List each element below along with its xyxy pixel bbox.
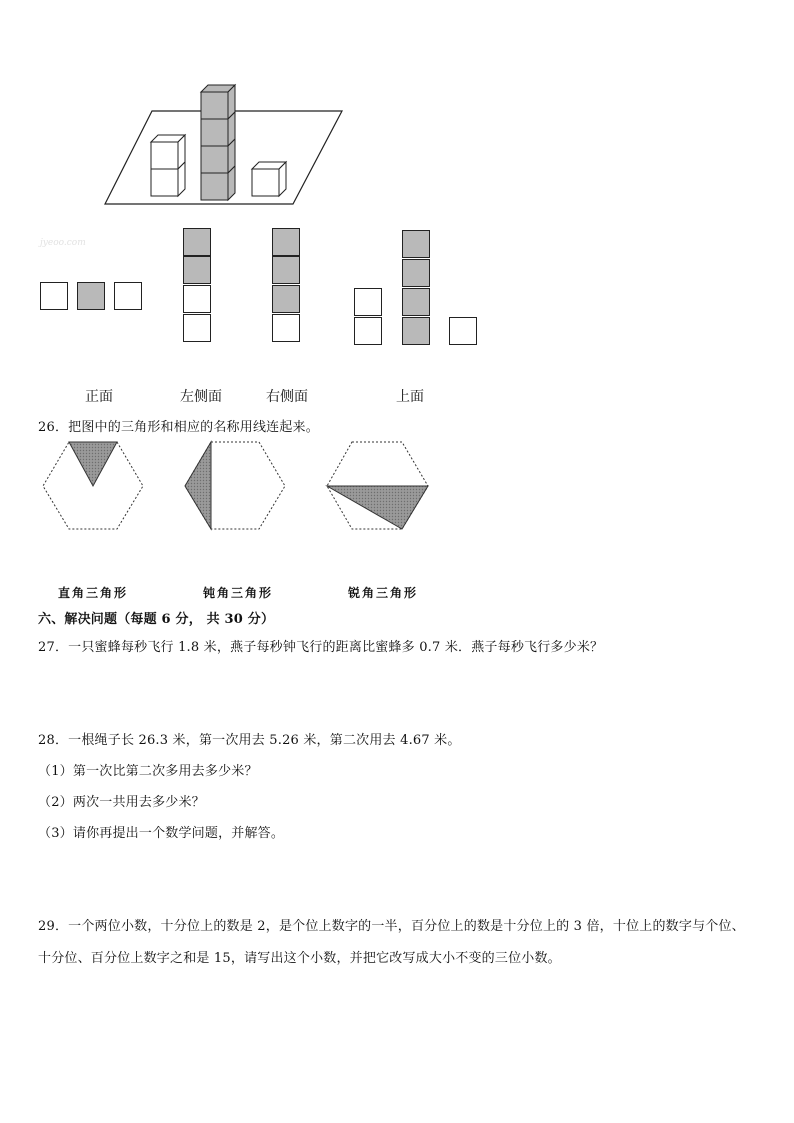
question-28: 28．一根绳子长 26.3 米，第一次用去 5.26 米，第二次用去 4.67 米。 xyxy=(38,733,461,748)
question-28-sub-1: （1）第一次比第二次多用去多少米？ xyxy=(38,764,258,779)
hexagon-2 xyxy=(185,442,285,529)
question-27: 27．一只蜜蜂每秒飞行 1.8 米，燕子每秒钟飞行的距离比蜜蜂多 0.7 米．燕子每秒飞行多少米？ xyxy=(38,640,604,655)
middle-cube-stack xyxy=(201,85,235,200)
label-obtuse-triangle: 钝角三角形 xyxy=(203,586,274,600)
right-view-label: 右侧面 xyxy=(266,389,308,405)
label-right-triangle: 直角三角形 xyxy=(58,586,129,600)
cube-arrangement-figure xyxy=(100,80,350,210)
hexagon-3 xyxy=(327,442,428,529)
question-29-line-2: 十分位、百分位上数字之和是 15，请写出这个小数，并把它改写成大小不变的三位小数。 xyxy=(38,951,561,966)
left-cube-stack xyxy=(151,135,185,196)
section-6-title: 六、解决问题（每题 6 分， 共 30 分） xyxy=(38,612,275,627)
question-26: 26．把图中的三角形和相应的名称用线连起来。 xyxy=(38,420,319,435)
watermark: jyeoo.com xyxy=(40,238,86,248)
hexagon-1 xyxy=(43,442,143,529)
front-view-label: 正面 xyxy=(85,389,113,405)
question-29-line-1: 29．一个两位小数，十分位上的数是 2，是个位上数字的一半，百分位上的数是十分位上的 3 倍，十位上的数字与个位、 xyxy=(38,919,745,934)
hexagon-triangles-figure xyxy=(40,440,440,532)
question-28-sub-3: （3）请你再提出一个数学问题，并解答。 xyxy=(38,826,285,841)
label-acute-triangle: 锐角三角形 xyxy=(348,586,419,600)
top-view-label: 上面 xyxy=(396,389,424,405)
right-cube xyxy=(252,162,286,196)
left-view-label: 左侧面 xyxy=(180,389,222,405)
question-28-sub-2: （2）两次一共用去多少米？ xyxy=(38,795,205,810)
